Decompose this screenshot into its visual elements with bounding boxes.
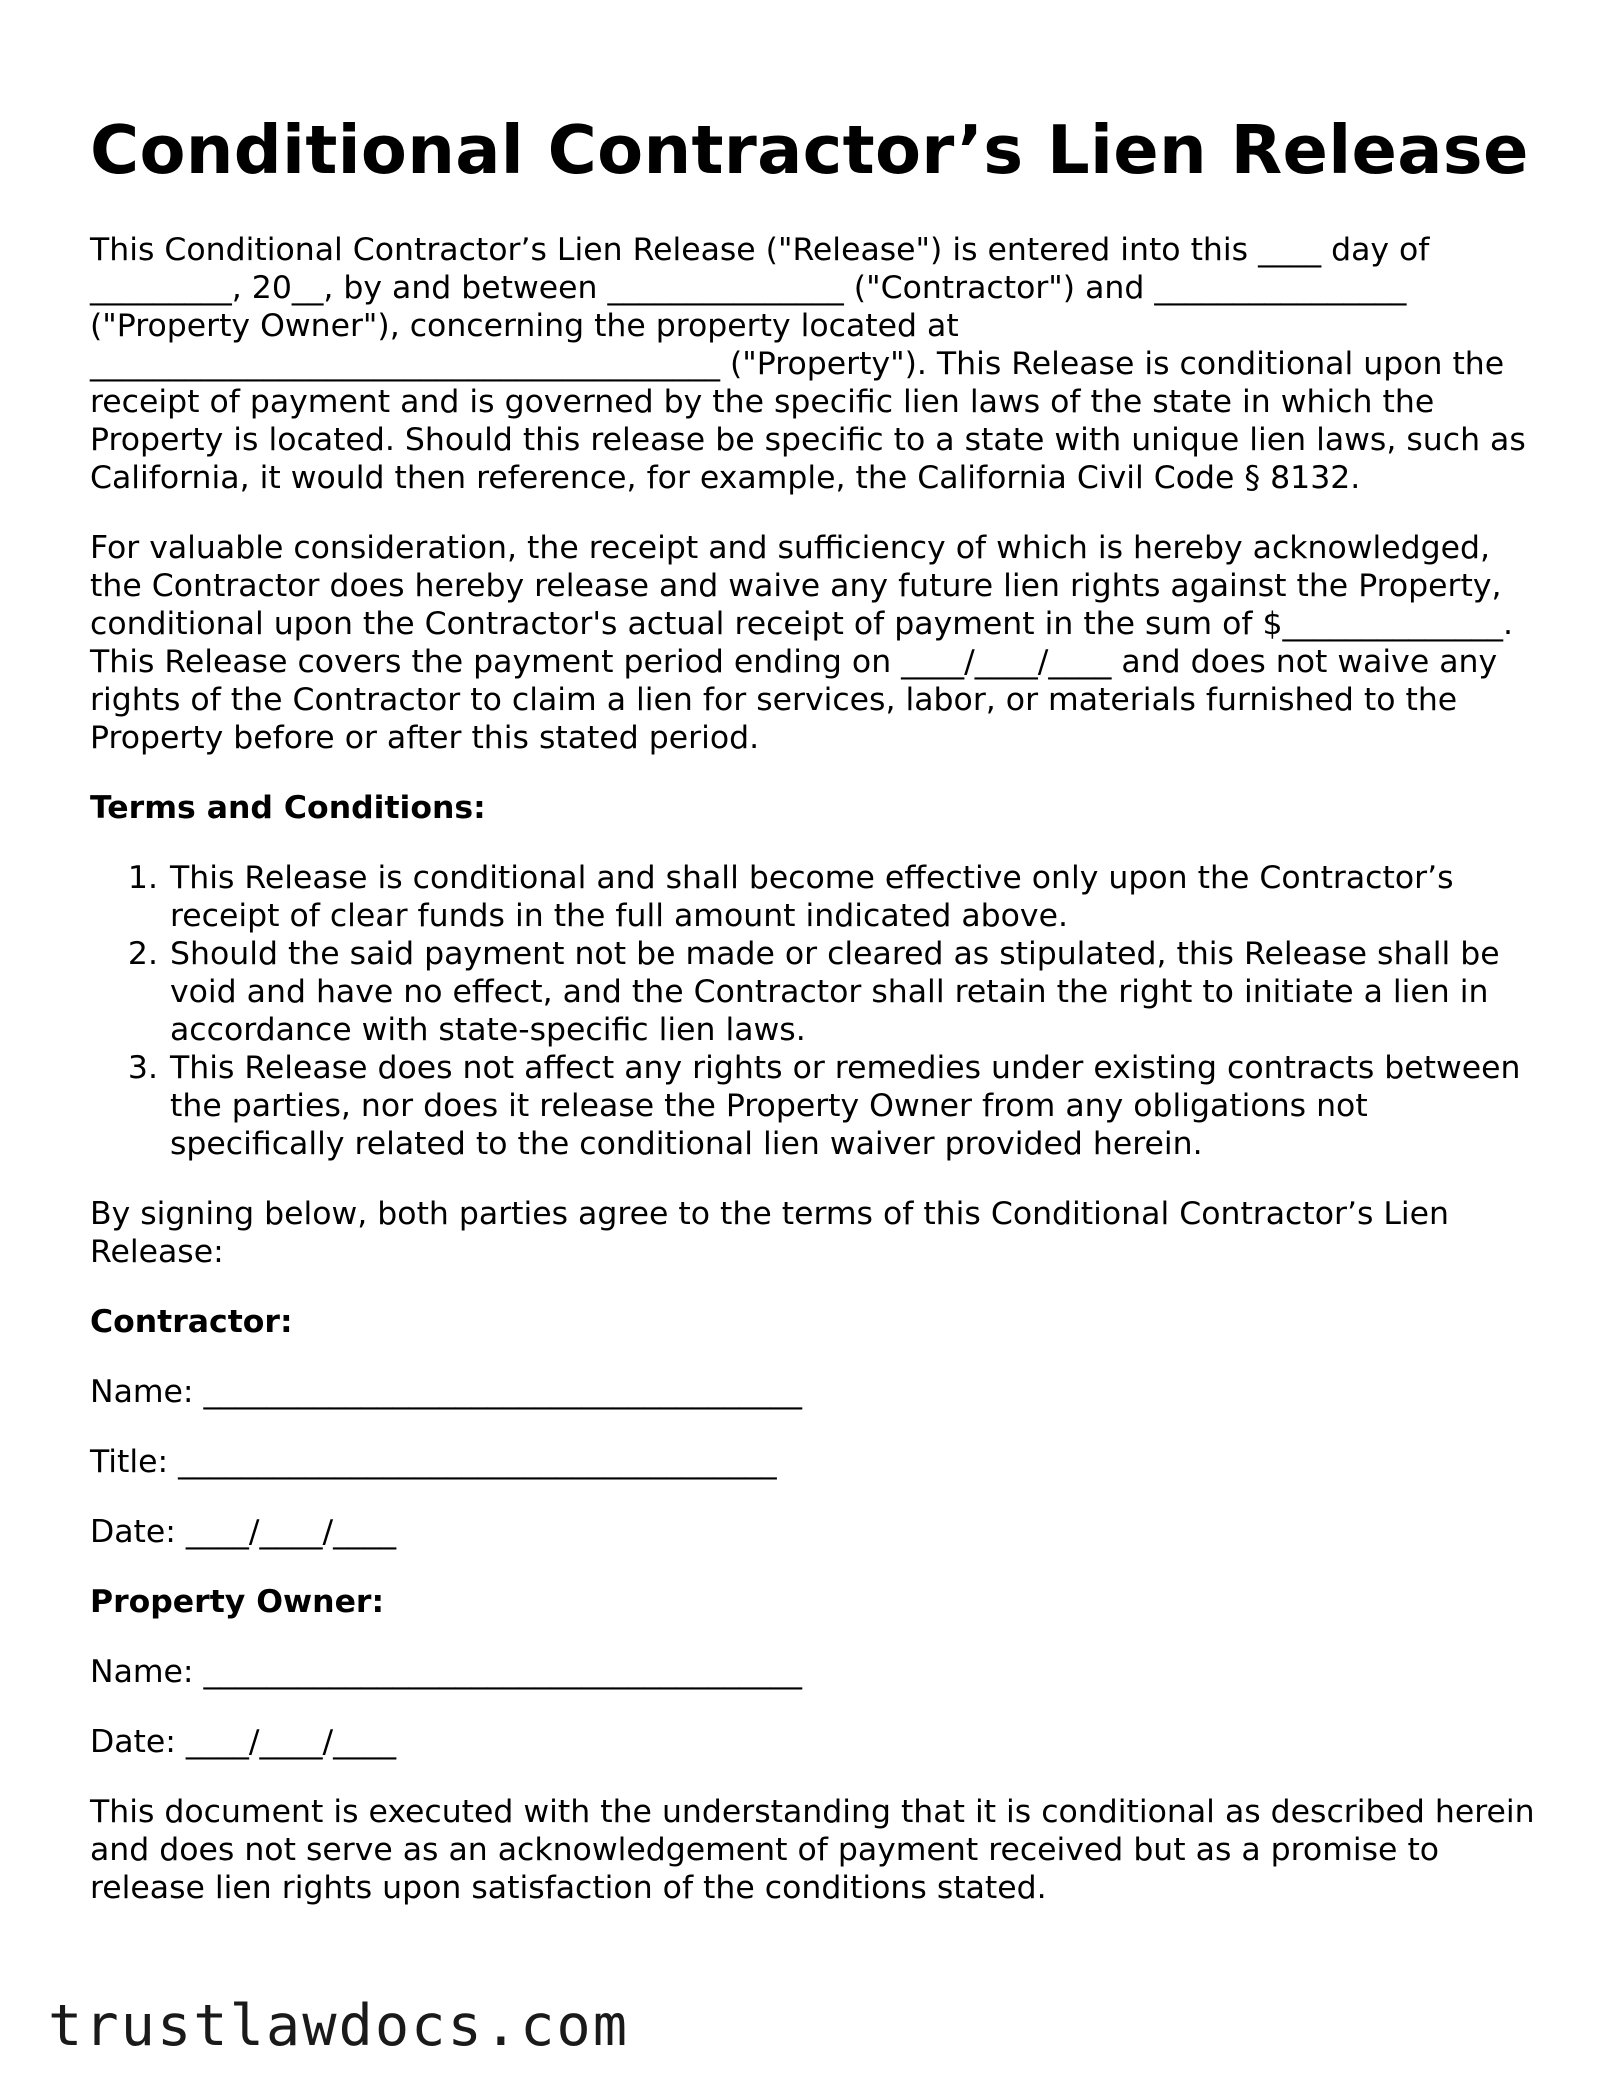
terms-item: 1. This Release is conditional and shall become effective only upon the Contractor’s receipt of clear funds in the full amount indicated above. — [168, 859, 1550, 935]
site-watermark: trustlawdocs.com — [48, 1993, 630, 2059]
signing-statement: By signing below, both parties agree to the terms of this Conditional Contractor’s Lien Release: — [90, 1196, 1450, 1270]
owner-date-field[interactable]: Date: ____/____/____ — [90, 1724, 397, 1760]
contractor-name-field[interactable]: Name: ______________________________________ — [90, 1374, 803, 1410]
owner-heading: Property Owner: — [90, 1584, 385, 1620]
owner-name-field[interactable]: Name: ______________________________________ — [90, 1654, 803, 1690]
contractor-date-field[interactable]: Date: ____/____/____ — [90, 1514, 397, 1550]
terms-list — [90, 859, 1550, 1163]
document-page — [90, 110, 1550, 1939]
contractor-heading: Contractor: — [90, 1304, 293, 1340]
terms-item: 2. Should the said payment not be made or cleared as stipulated, this Release shall be void and have no effect, and the Contractor shall retain the right to initiate a lien in accordance with state-specific lien laws. — [168, 935, 1550, 1049]
closing-paragraph: This document is executed with the understanding that it is conditional as described herein and does not serve as an acknowledgement of payment received but as a promise to release lien rights upon satisfaction of the conditions stated. — [90, 1794, 1535, 1906]
intro-paragraph: This Conditional Contractor’s Lien Release ("Release") is entered into this ____ day of _________, 20__, by and between _______________ ("Contractor") and ________________ ("Property Owner"), concerning the property located at ________________________________________ ("Property"). This Release is conditional upon the receipt of payment and is governed by the specific lien laws of the state in which the Property is located. Should this release be specific to a state with unique lien laws, such as California, it would then reference, for example, the California Civil Code § 8132. — [90, 232, 1526, 496]
terms-heading: Terms and Conditions: — [90, 790, 486, 826]
consideration-paragraph: For valuable consideration, the receipt and sufficiency of which is hereby acknowledged, the Contractor does hereby release and waive any future lien rights against the Property, conditional upon the Contractor's actual receipt of payment in the sum of $______________. This Release covers the payment period ending on ____/____/____ and does not waive any rights of the Contractor to claim a lien for services, labor, or materials furnished to the Property before or after this stated period. — [90, 530, 1514, 756]
terms-item: 3. This Release does not affect any rights or remedies under existing contracts between the parties, nor does it release the Property Owner from any obligations not specifically related to the conditional lien waiver provided herein. — [168, 1049, 1550, 1163]
document-title: Conditional Contractor’s Lien Release — [90, 111, 1529, 189]
contractor-title-field[interactable]: Title: ______________________________________ — [90, 1444, 777, 1480]
